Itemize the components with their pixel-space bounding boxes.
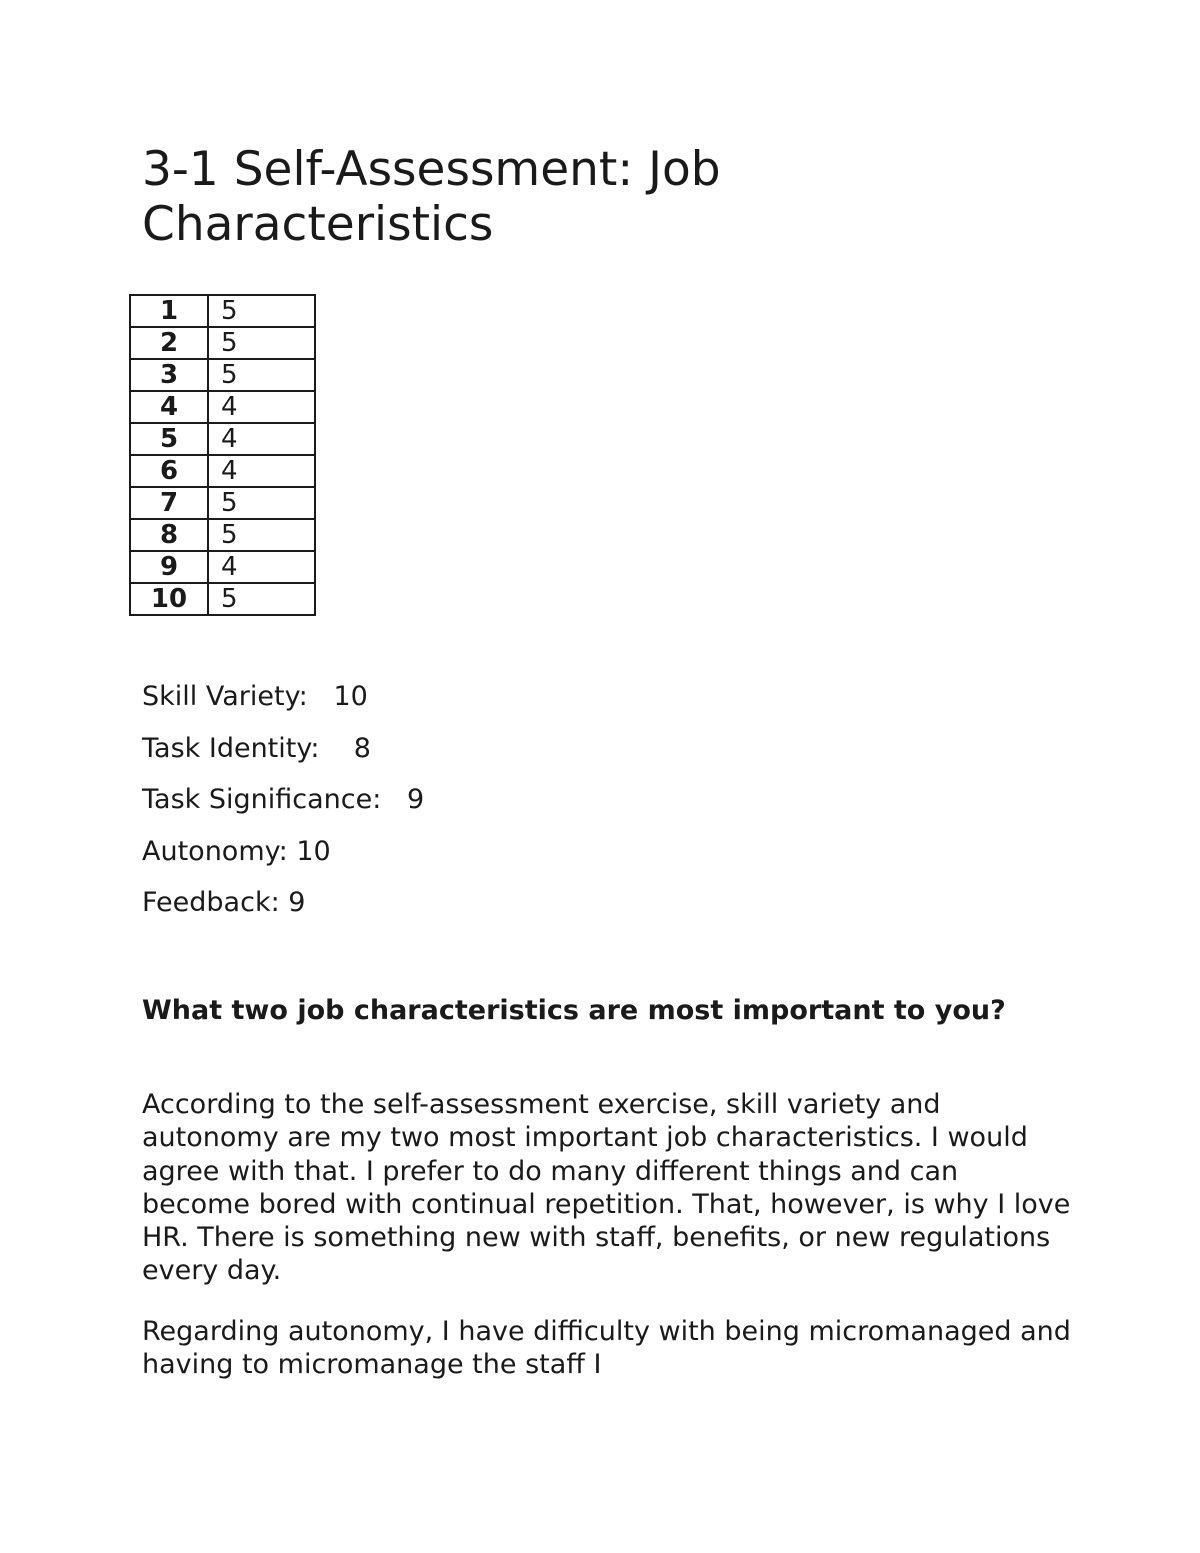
- answer-paragraph: According to the self-assessment exercise, skill variety and autonomy are my two most important job characteristics. I would agree with that. I prefer to do many different things and can become bored with continual repetition. That, however, is why I love HR. There is something new with staff, benefits, or new regulations every day.: [142, 1089, 1071, 1287]
- item-number: 5: [130, 423, 208, 455]
- item-score: 4: [208, 551, 315, 583]
- table-row: [130, 423, 315, 455]
- autonomy-score: Autonomy: 10: [142, 835, 331, 867]
- score-table: [129, 294, 316, 616]
- item-score: 4: [208, 423, 315, 455]
- table-row: [130, 551, 315, 583]
- item-score: 5: [208, 327, 315, 359]
- item-number: 1: [130, 295, 208, 327]
- item-score: 5: [208, 487, 315, 519]
- table-row: [130, 391, 315, 423]
- table-row: [130, 583, 315, 615]
- task-significance-score: Task Significance: 9: [142, 784, 425, 815]
- document-title: 3-1 Self-Assessment: Job Characteristics: [142, 142, 721, 252]
- item-number: 10: [130, 583, 208, 615]
- task-identity-score: Task Identity: 8: [142, 732, 371, 764]
- table-row: [130, 455, 315, 487]
- item-score: 4: [208, 455, 315, 487]
- table-row: [130, 327, 315, 359]
- item-score: 5: [208, 583, 315, 615]
- table-row: [130, 519, 315, 551]
- item-number: 6: [130, 455, 208, 487]
- table-row: [130, 359, 315, 391]
- score-summary: [142, 680, 842, 938]
- item-score: 5: [208, 295, 315, 327]
- item-number: 2: [130, 327, 208, 359]
- item-number: 8: [130, 519, 208, 551]
- table-row: [130, 487, 315, 519]
- question-heading: What two job characteristics are most important to you?: [142, 995, 1006, 1026]
- answer-paragraph: Regarding autonomy, I have difficulty with being micromanaged and having to micromanage the staff I: [142, 1316, 1071, 1381]
- item-number: 7: [130, 487, 208, 519]
- item-score: 4: [208, 391, 315, 423]
- item-score: 5: [208, 519, 315, 551]
- item-number: 3: [130, 359, 208, 391]
- feedback-score: Feedback: 9: [142, 887, 306, 918]
- table-row: [130, 295, 315, 327]
- item-number: 9: [130, 551, 208, 583]
- item-number: 4: [130, 391, 208, 423]
- skill-variety-score: Skill Variety: 10: [142, 681, 368, 712]
- item-score: 5: [208, 359, 315, 391]
